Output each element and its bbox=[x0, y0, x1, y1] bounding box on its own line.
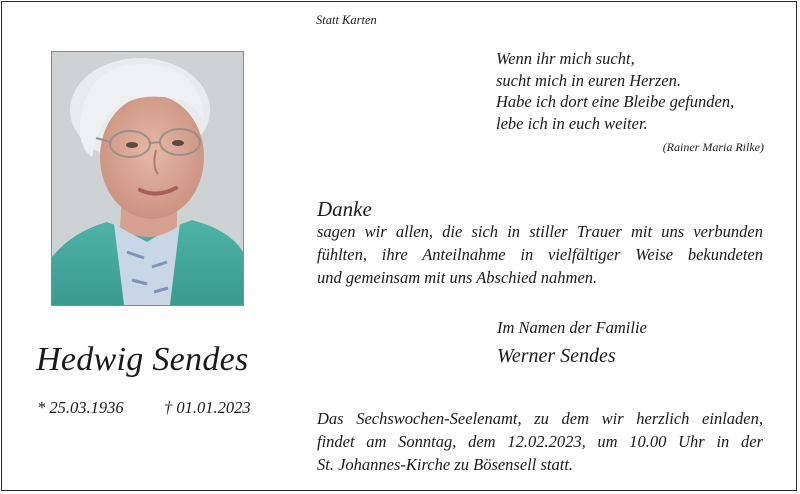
thanks-text bbox=[317, 220, 763, 289]
poem-line: sucht mich in euren Herzen. bbox=[496, 70, 681, 90]
thanks-heading: Danke bbox=[317, 197, 372, 221]
poem bbox=[496, 48, 734, 134]
deceased-name: Hedwig Sendes bbox=[36, 341, 249, 378]
death-date: † 01.01.2023 bbox=[164, 398, 251, 417]
poem-line: Wenn ihr mich sucht, bbox=[496, 49, 635, 68]
mass-line: St. Johannes-Kirche zu Bösensell statt. bbox=[317, 455, 574, 474]
thanks-line: sagen wir allen, die sich in stiller Trauer mit uns verbunden bbox=[317, 222, 763, 241]
memorial-service-text bbox=[317, 407, 763, 476]
mass-line: findet am Sonntag, dem 12.02.2023, um 10.00 Uhr in der bbox=[317, 432, 763, 451]
family-signature: Werner Sendes bbox=[497, 345, 616, 367]
portrait-photo bbox=[51, 51, 244, 306]
poem-line: Habe ich dort eine Bleibe gefunden, bbox=[496, 92, 735, 111]
thanks-line: fühlten, ihre Anteilnahme in vielfältiger Weise bekundeten bbox=[317, 245, 763, 264]
family-intro: Im Namen der Familie bbox=[497, 318, 647, 337]
poem-author: (Rainer Maria Rilke) bbox=[662, 140, 764, 154]
poem-line: lebe ich in euch weiter. bbox=[496, 113, 648, 133]
birth-date: * 25.03.1936 bbox=[37, 398, 124, 417]
header-label: Statt Karten bbox=[316, 13, 377, 27]
thanks-line: und gemeinsam mit uns Abschied nahmen. bbox=[317, 268, 598, 287]
mass-line: Das Sechswochen-Seelenamt, zu dem wir herzlich einladen, bbox=[317, 409, 763, 428]
portrait-image bbox=[52, 52, 243, 305]
